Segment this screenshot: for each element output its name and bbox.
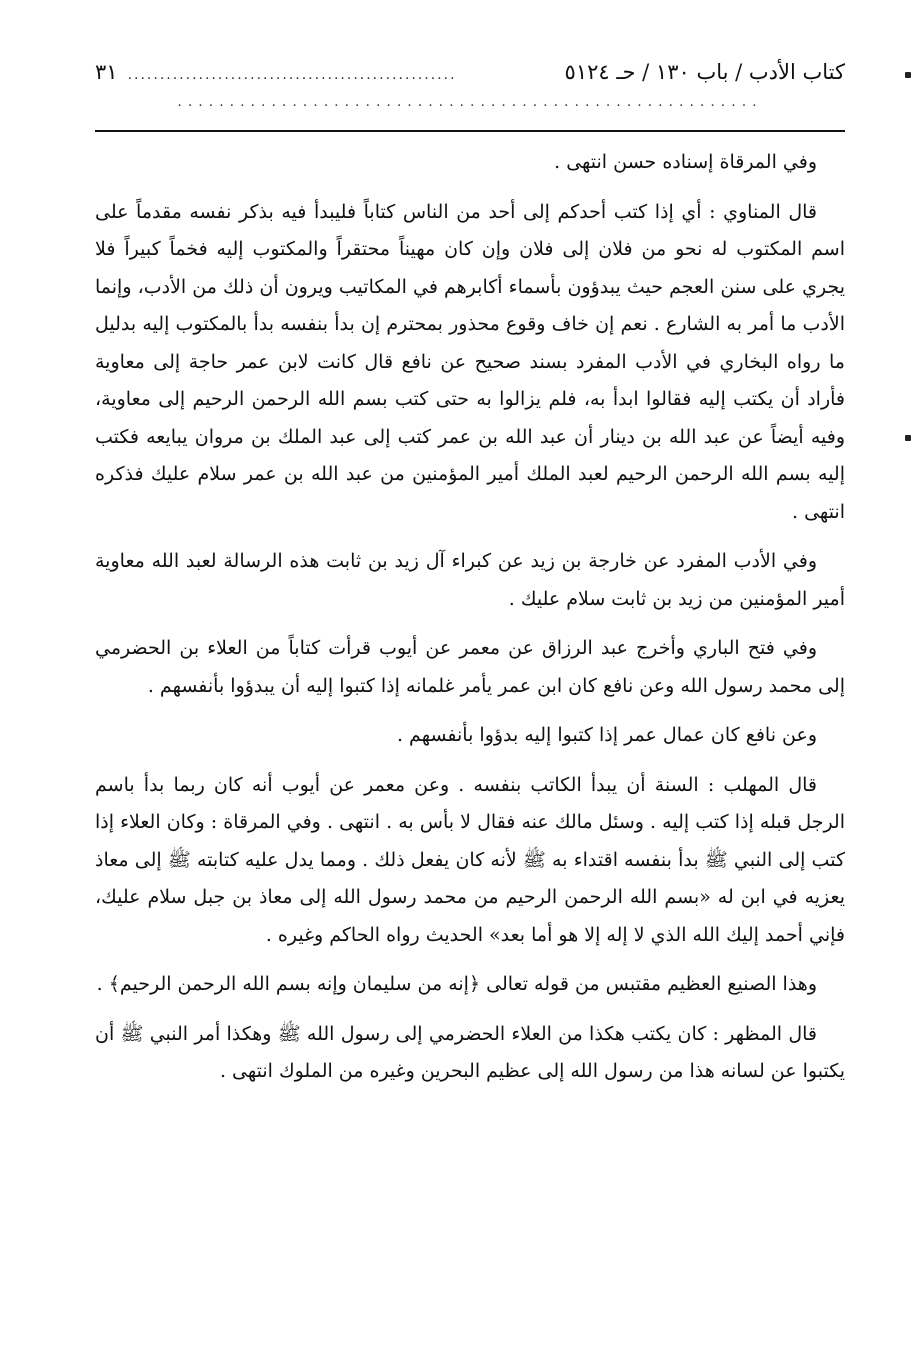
paragraph-3: وفي الأدب المفرد عن خارجة بن زيد عن كبراء آل زيد بن ثابت هذه الرسالة لعبد الله معاوية أمير المؤمنين من زيد بن ثابت سلام عليك .: [95, 550, 845, 610]
paragraph-5: وعن نافع كان عمال عمر إذا كتبوا إليه بدؤوا بأنفسهم .: [396, 724, 817, 746]
document-page: [95, 60, 845, 1103]
header-rule: [95, 130, 845, 132]
paragraph-7: وهذا الصنيع العظيم مقتبس من قوله تعالى ﴿إنه من سليمان وإنه بسم الله الرحمن الرحيم﴾ .: [96, 973, 817, 995]
paragraph-4: وفي فتح الباري وأخرج عبد الرزاق عن معمر عن أيوب قرأت كتاباً من العلاء بن الحضرمي إلى محمد رسول الله وعن نافع كان ابن عمر يأمر غلمانه إذا كتبوا إليه أن يبدؤوا بأنفسهم .: [95, 637, 845, 697]
header-leader-dots: ...................................................: [127, 67, 457, 83]
paragraph-8: قال المظهر : كان يكتب هكذا من العلاء الحضرمي إلى رسول الله ﷺ وهكذا أمر النبي ﷺ أن يكتبوا عن لسانه هذا من رسول الله إلى عظيم البحرين وغيره من الملوك انتهى .: [95, 1022, 845, 1082]
continuation-dots: ........................................................: [177, 94, 763, 110]
paragraph-6: قال المهلب : السنة أن يبدأ الكاتب بنفسه . وعن معمر عن أيوب أنه كان ربما بدأ باسم الرجل قبله إذا كتب إليه . وسئل مالك عنه فقال لا بأس به . انتهى . وفي المرقاة : وكان العلاء إذا كتب إلى النبي ﷺ بدأ بنفسه اقتداء به ﷺ لأنه كان يفعل ذلك . ومما يدل عليه كتابته ﷺ إلى معاذ يعزيه في ابن له «بسم الله الرحمن الرحيم من محمد رسول الله إلى معاذ بن جبل سلام عليك، فإني أحمد إليك الله الذي لا إله إلا هو أما بعد» الحديث رواه الحاكم وغيره .: [95, 773, 845, 946]
running-title: كتاب الأدب / باب ١٣٠ / حـ ٥١٢٤: [564, 60, 845, 84]
running-header: [95, 60, 845, 94]
page-number: ٣١: [95, 60, 118, 84]
body-text: [95, 144, 845, 1091]
paragraph-2: قال المناوي : أي إذا كتب أحدكم إلى أحد من الناس كتاباً فليبدأ فيه بذكر نفسه مقدماً على اسم المكتوب له نحو من فلان إلى فلان وإن كان مهيناً محتقراً والمكتوب إليه فخماً كبيراً فلا يجري على سنن العجم حيث يبدؤون بأسماء أكابرهم في المكاتيب ويرون أن ذلك من الأدب، وإنما الأدب ما أمر به الشارع . نعم إن خاف وقوع محذور بمحترم إن بدأ بنفسه بدأ بالمكتوب إليه بدليل ما رواه البخاري في الأدب المفرد بسند صحيح عن نافع قال كانت لابن عمر حاجة إلى معاوية فأراد أن يكتب إليه فقالوا ابدأ به، فلم يزالوا به حتى كتب بسم الله الرحمن الرحيم إلى معاوية، وفيه أيضاً عن عبد الله بن دينار أن عبد الله بن عمر كتب إلى عبد الملك بن مروان يبايعه فكتب إليه بسم الله الرحمن الرحيم لعبد الملك أمير المؤمنين من عبد الله بن عمر سلام عليك فذكره انتهى .: [95, 200, 845, 523]
paragraph-1: وفي المرقاة إسناده حسن انتهى .: [554, 151, 817, 173]
binding-mark-middle: [905, 435, 911, 441]
binding-mark-top: [905, 72, 911, 78]
